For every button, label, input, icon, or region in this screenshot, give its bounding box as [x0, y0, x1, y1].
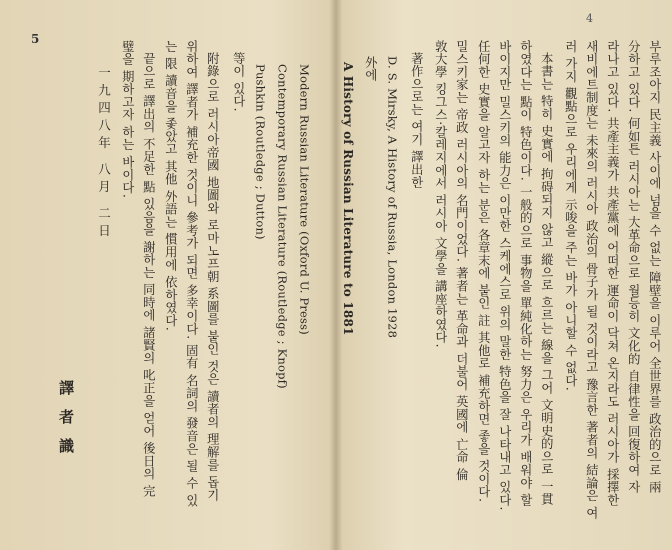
page-number: 5 — [31, 32, 40, 46]
left-text-line: 끝으로 譯出의 不足한 點 있음을 謝하는 同時에 諸賢의 叱正을 얻어 後日의 完 — [141, 52, 156, 498]
right-text-line: 부루조아지 民主義 사이에 넘을 수 없는 障壁을 이루어 全世界를 政治的으로 兩 — [647, 40, 662, 494]
left-text-line: 附錄으로 러시아帝國 地圖와 로마노프朝 系圖를 붙인 것은 讀者의 理解를 돕기 — [205, 52, 220, 502]
right-text-line: 本書는 特히 史實에 拘碍되지 않고 縱으로 흐르는 線을 그어 文明史的으로 一貫 — [539, 52, 554, 506]
book-entry: Pushkin (Routledge ; Dutton) — [253, 64, 268, 240]
left-text-line: 는 限 讀音을 좇았고 其他 外語는 慣用에 依하였다. — [163, 40, 178, 332]
right-page-mark: 4 — [586, 12, 593, 25]
right-text-line: 任何한 史實을 알고자 하는 분은 各章末에 붙인 註 其他로 補充하면 좋을 것이다. — [476, 40, 491, 503]
right-text-line: 敦大學 킹그스·칼레지에서 러시아 文學을 講座하였다. — [433, 40, 448, 349]
right-text-line: 分하고 있다. 何如튼 러시아는 大革命으로 월등히 文化的 自律性을 回復하여 자 — [626, 40, 641, 494]
right-text-line: 하였다는 點이 特色이다. 一般的으로 事物을 單純化하는 努力은 우리가 배워야 할 — [518, 40, 533, 507]
book-title-literature: A History of Russian Literature to 1881 — [341, 62, 355, 336]
book-entry: Contemporary Russian Literature (Routledge ; Knopf) — [275, 64, 290, 389]
translator-signature: 譯者識 — [57, 380, 75, 467]
right-text-line: 著作으로는 여기 譯出한 — [409, 52, 424, 189]
left-text-line: 위하여 譯者가 補充한 것이니 參考가 되면 多幸이다. 固有 名詞의 發音은 될 수 있 — [184, 40, 199, 507]
right-text-line: 바이지만 밀스키의 能力은 이만한 스케에스로 위의 말한 特色을 잘 나타내고 있다. — [497, 40, 512, 511]
left-text-line: 璧을 期하고자 하는 바이다. — [120, 40, 135, 199]
right-text-line: 밀스키家는 帝政 러시아의 名門이었다. 著者는 革命과 더불어 英國에 亡命 倫 — [454, 40, 469, 481]
right-text-line: 러 가지 觀點으로 우리에게 示唆을 주는 바가 아니할 수 없다. — [563, 40, 578, 392]
right-text-line: 라나고 있다. 共產主義가 共產黨에 어떠한 運命이 닥쳐 온지라도 러시아가 採擇한 — [605, 40, 620, 507]
citation-history-of-russia: D. S. Mirsky, A History of Russia, London 1928 — [385, 56, 400, 339]
date-line: 一九四八年 八月 二日 — [96, 66, 112, 242]
after-books-text: 等이 있다. — [231, 52, 246, 113]
right-text-line: 새비에트制度는 未來의 러시아 政治의 骨子가 될 것이라고 豫言한 著者의 結論은 여 — [584, 40, 599, 520]
book-entry: Modern Russian Literature (Oxford U. Press) — [297, 64, 312, 335]
citation-extra: 外에 — [363, 56, 378, 82]
